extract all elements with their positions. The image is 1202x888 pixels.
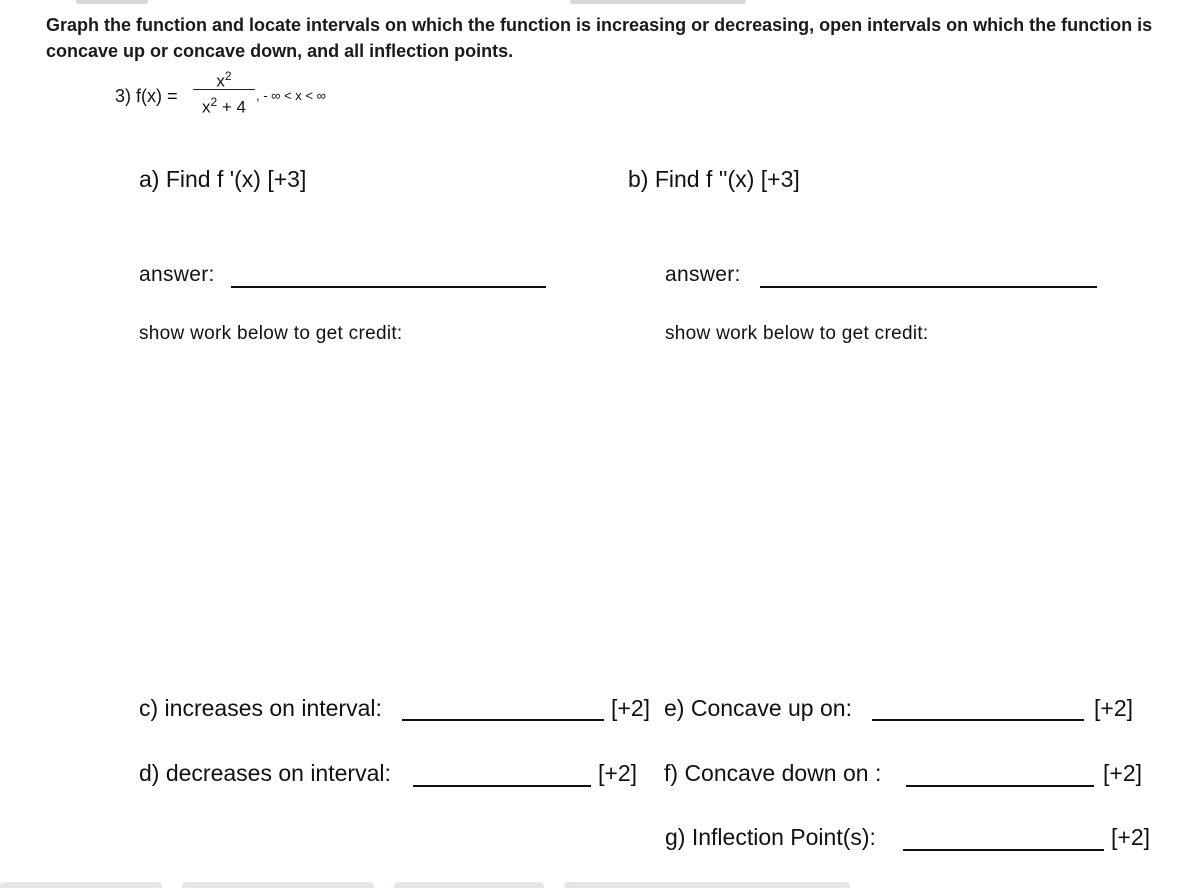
instructions: Graph the function and locate intervals on which the function is increasing or decreasing, open intervals on which the function is concave up or concave down, and all inflection points. [46,15,1153,61]
function-fraction [193,64,255,117]
fraction-denominator: $x^2 + 4$ [201,95,247,117]
part-b-answer-label: answer: [665,263,741,286]
part-f-points: [+2] [1103,760,1143,786]
part-c-points: [+2] [611,695,651,721]
bottom-tab-fragment [0,882,162,888]
part-c-answer-line[interactable] [402,719,604,721]
part-a-work-label: show work below to get credit: [139,323,403,344]
part-b-label: b) Find f ''(x) [+3] [628,166,800,192]
fraction-numerator: $x^2$ [216,69,232,91]
part-d-points: [+2] [598,760,638,786]
part-g-answer-line[interactable] [903,849,1104,851]
part-a-label: a) Find f '(x) [+3] [139,166,307,192]
bottom-tab-fragment [564,882,850,888]
part-d-answer-line[interactable] [413,785,591,787]
part-g-label: g) Inflection Point(s): [665,824,876,850]
bottom-tab-fragment [394,882,544,888]
top-tab-fragment [570,0,746,4]
part-c-label: c) increases on interval: [139,695,382,721]
bottom-tab-fragment [182,882,374,888]
part-g-points: [+2] [1111,824,1151,850]
part-e-label: e) Concave up on: [664,695,852,721]
problem-number: 3) f(x) = [115,86,178,106]
part-a-answer-line[interactable] [231,286,546,288]
part-a-answer-label: answer: [139,263,215,286]
part-b-work-label: show work below to get credit: [665,323,929,344]
part-e-answer-line[interactable] [872,719,1084,721]
top-tab-fragment [76,0,148,4]
part-f-label: f) Concave down on : [664,760,882,786]
part-b-answer-line[interactable] [760,286,1097,288]
part-f-answer-line[interactable] [906,785,1094,787]
part-d-label: d) decreases on interval: [139,760,391,786]
part-e-points: [+2] [1094,695,1134,721]
domain-text: , - ∞ < x < ∞ [256,88,326,103]
